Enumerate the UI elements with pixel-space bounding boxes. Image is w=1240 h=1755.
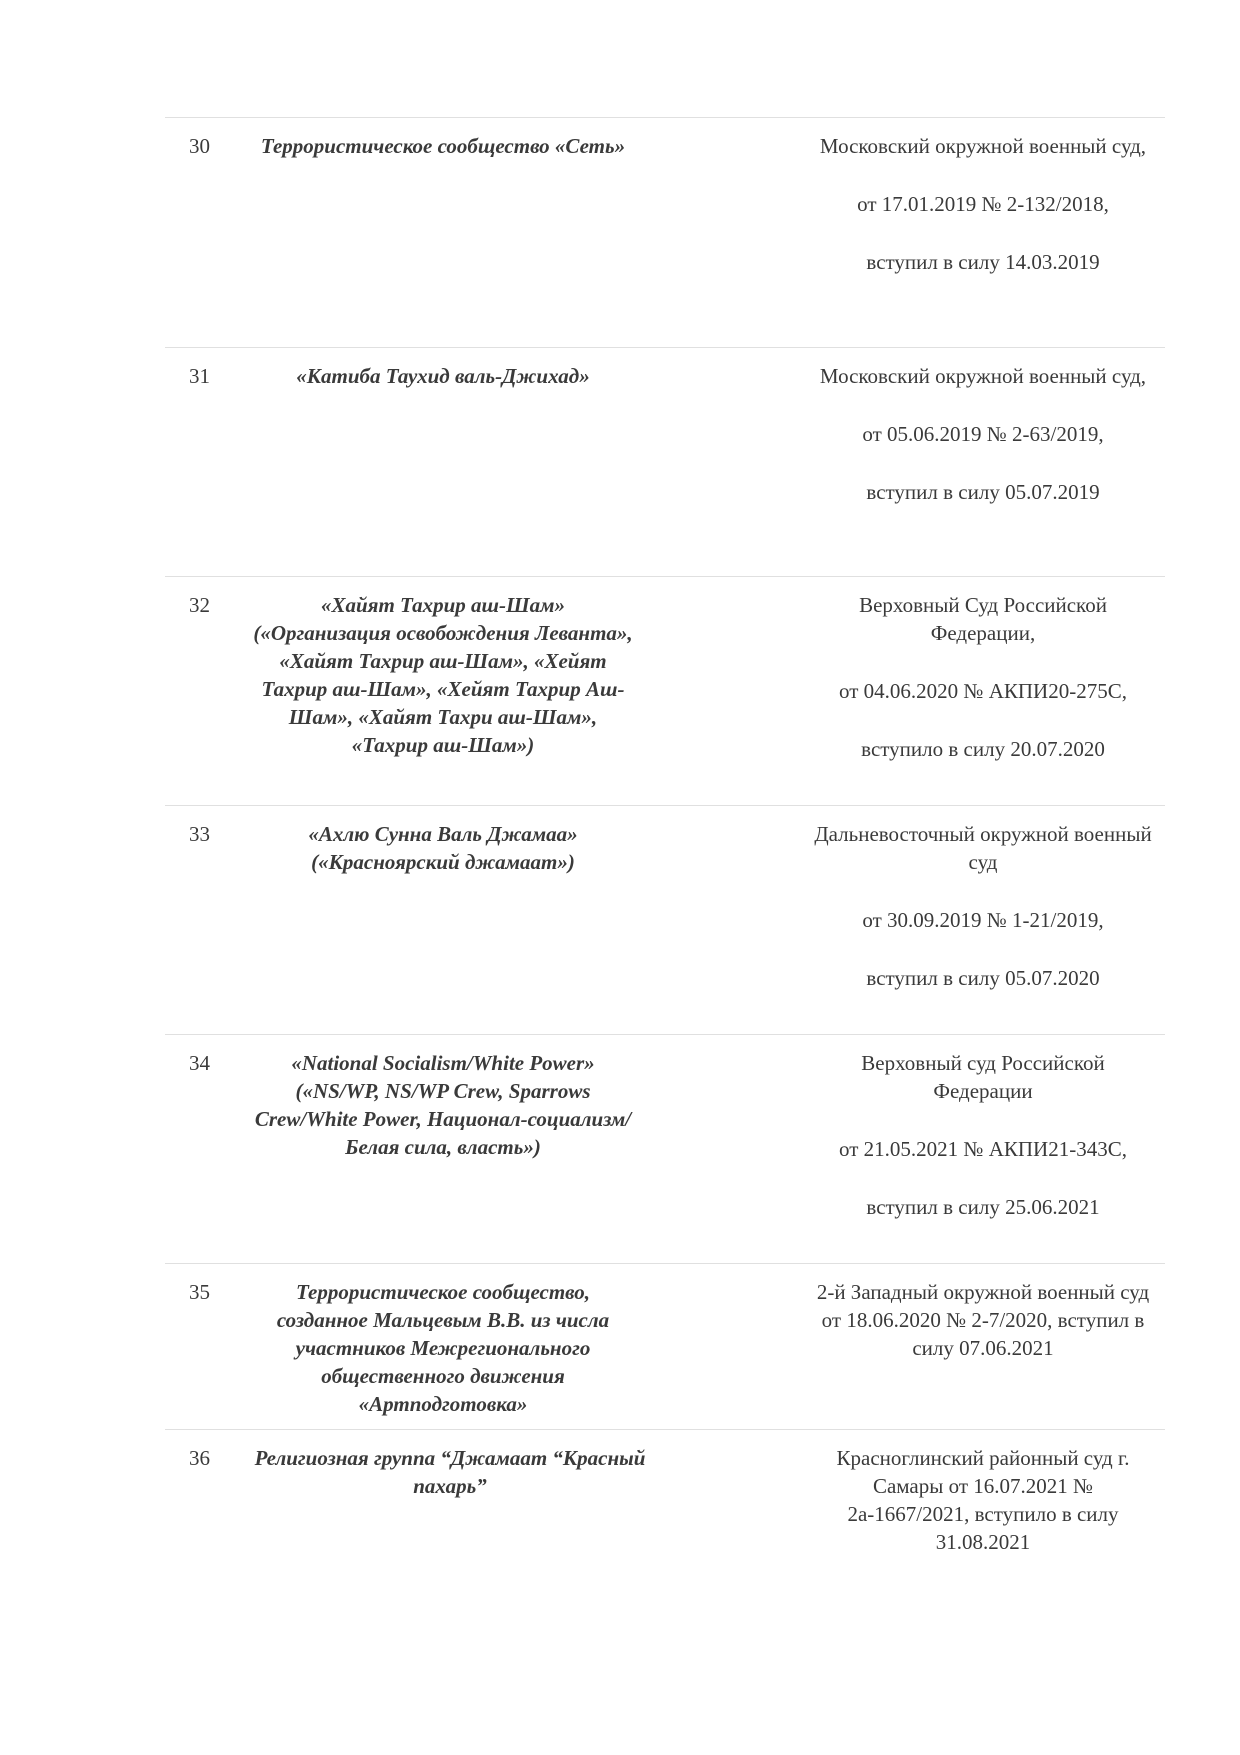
court-name: Верховный суд Российской Федерации: [861, 1051, 1105, 1103]
court-info: [813, 591, 1153, 763]
organization-name: «Ахлю Сунна Валь Джамаа» («Красноярский джамаат»): [308, 822, 578, 874]
decision-info: от 21.05.2021 № АКПИ21-343С,: [839, 1137, 1127, 1161]
effective-date: вступило в силу 20.07.2020: [861, 737, 1105, 761]
court-info: 2-й Западный окружной военный суд от 18.06.2020 № 2-7/2020, вступил в силу 07.06.2021: [816, 1280, 1150, 1360]
table-row: [165, 1429, 1165, 1590]
organization-name: Террористическое сообщество, созданное Мальцевым В.В. из числа участников Межрегионального общественного движения «Артподготовка»: [276, 1280, 610, 1416]
table-row: [165, 805, 1165, 1035]
decision-info: от 05.06.2019 № 2-63/2019,: [862, 422, 1104, 446]
court-name: Дальневосточный окружной военный суд: [814, 822, 1152, 874]
row-number: 34: [189, 1051, 210, 1075]
court-name: Московский окружной военный суд,: [819, 134, 1147, 158]
decision-info: от 30.09.2019 № 1-21/2019,: [862, 908, 1104, 932]
court-name: Московский окружной военный суд,: [819, 364, 1147, 388]
row-number: 32: [189, 593, 210, 617]
row-number: 33: [189, 822, 210, 846]
organization-name: Религиозная группа “Джамаат “Красный пахарь”: [254, 1446, 646, 1498]
court-info: [813, 820, 1153, 992]
decision-info: от 17.01.2019 № 2-132/2018,: [857, 192, 1109, 216]
effective-date: вступил в силу 25.06.2021: [866, 1195, 1100, 1219]
table-row: [165, 1263, 1165, 1430]
court-info: [813, 1049, 1153, 1221]
organization-name: Террористическое сообщество «Сеть»: [260, 134, 626, 158]
row-number: 36: [189, 1446, 210, 1470]
organization-name: «Катиба Таухид валь-Джихад»: [296, 364, 590, 388]
court-info: [813, 362, 1153, 506]
table-row: [165, 576, 1165, 806]
court-info: Красноглинский районный суд г. Самары от 16.07.2021 № 2а-1667/2021, вступило в силу 31.08.2021: [836, 1446, 1130, 1554]
organization-name: «Хайят Тахрир аш-Шам» («Организация освобождения Леванта», «Хайят Тахрир аш-Шам», «Хейят Тахрир аш-Шам», «Хейят Тахрир Аш-Шам», «Хайят Тахри аш-Шам», «Тахрир аш-Шам»): [253, 593, 633, 757]
row-number: 35: [189, 1280, 210, 1304]
table-row: [165, 117, 1165, 348]
effective-date: вступил в силу 05.07.2019: [866, 480, 1100, 504]
row-number: 30: [189, 134, 210, 158]
decision-info: от 04.06.2020 № АКПИ20-275С,: [839, 679, 1127, 703]
organization-name: «National Socialism/White Power» («NS/WP, NS/WP Crew, Sparrows Crew/White Power, Национал-социализм/Белая сила, власть»): [254, 1051, 632, 1159]
table-row: [165, 347, 1165, 577]
court-name: Верховный Суд Российской Федерации,: [859, 593, 1107, 645]
row-number: 31: [189, 364, 210, 388]
effective-date: вступил в силу 05.07.2020: [866, 966, 1100, 990]
effective-date: вступил в силу 14.03.2019: [866, 250, 1100, 274]
court-info: [813, 132, 1153, 276]
table-row: [165, 1034, 1165, 1264]
